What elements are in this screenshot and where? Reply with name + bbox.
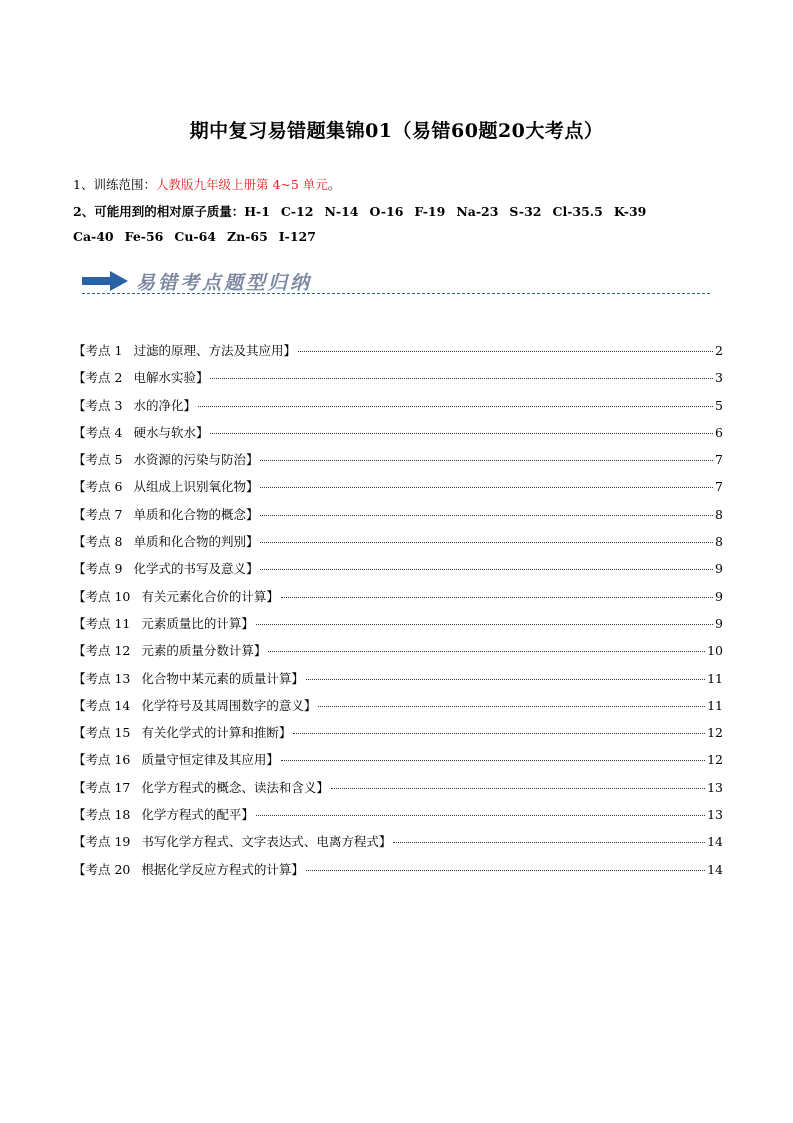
section-banner-title: 易错考点题型归纳	[136, 272, 313, 294]
toc-entry-page: 7	[715, 452, 723, 468]
scope-label: 1、训练范围：	[73, 177, 156, 192]
scope-end: 。	[327, 177, 341, 192]
toc-entry[interactable]	[73, 587, 723, 614]
atomic-mass-item: Zn-65	[227, 229, 268, 244]
toc-entry[interactable]	[73, 778, 723, 805]
toc-entry-title: 硬水与软水】	[133, 424, 209, 440]
toc-entry-page: 8	[715, 534, 723, 550]
toc-entry-title: 从组成上识别氧化物】	[133, 479, 259, 495]
atomic-mass-item: Ca-40	[73, 229, 114, 244]
toc-entry[interactable]	[73, 696, 723, 723]
atomic-mass-item: Fe-56	[124, 229, 164, 244]
toc-entry[interactable]	[73, 723, 723, 750]
table-of-contents	[73, 341, 723, 887]
toc-entry-title: 单质和化合物的判别】	[133, 534, 259, 550]
toc-entry-number: 【考点 11	[73, 615, 131, 631]
right-arrow-icon	[82, 271, 128, 291]
toc-entry-number: 【考点 2	[73, 370, 123, 386]
toc-entry-number: 【考点 13	[73, 670, 131, 686]
toc-entry-number: 【考点 14	[73, 697, 131, 713]
toc-entry-title: 书写化学方程式、文字表达式、电离方程式】	[141, 834, 392, 850]
toc-entry-number: 【考点 4	[73, 424, 123, 440]
atomic-mass-item: H-1	[244, 204, 270, 219]
toc-entry-page: 8	[715, 506, 723, 522]
toc-entry-number: 【考点 17	[73, 779, 131, 795]
toc-entry-title: 化学方程式的概念、读法和含义】	[141, 779, 329, 795]
page-title: 期中复习易错题集锦01（易错60题20大考点）	[189, 120, 604, 142]
toc-dot-leader	[260, 515, 713, 516]
toc-entry-number: 【考点 7	[73, 506, 123, 522]
toc-entry-number: 【考点 6	[73, 479, 123, 495]
toc-entry-title: 水的净化】	[133, 397, 196, 413]
toc-entry-number: 【考点 8	[73, 534, 123, 550]
toc-entry-number: 【考点 18	[73, 807, 131, 823]
toc-entry-title: 有关化学式的计算和推断】	[141, 725, 292, 741]
atomic-mass-item: Na-23	[456, 204, 499, 219]
toc-dot-leader	[260, 542, 713, 543]
toc-dot-leader	[210, 378, 713, 379]
toc-entry-page: 6	[715, 424, 723, 440]
toc-entry[interactable]	[73, 505, 723, 532]
toc-entry-title: 水资源的污染与防治】	[133, 452, 259, 468]
toc-dot-leader	[281, 760, 705, 761]
toc-entry-title: 化合物中某元素的质量计算】	[141, 670, 304, 686]
toc-entry-page: 13	[707, 807, 723, 823]
toc-entry-title: 化学方程式的配平】	[141, 807, 254, 823]
atomic-mass-line-2	[73, 229, 327, 244]
toc-entry-page: 14	[707, 834, 723, 850]
toc-entry-title: 根据化学反应方程式的计算】	[141, 861, 304, 877]
training-scope	[73, 175, 340, 193]
toc-entry-page: 2	[715, 343, 723, 358]
toc-entry-page: 7	[715, 479, 723, 495]
atomic-mass-item: K-39	[613, 204, 647, 219]
toc-entry-page: 5	[715, 397, 723, 413]
toc-entry-page: 11	[707, 697, 723, 713]
toc-entry[interactable]	[73, 368, 723, 395]
toc-entry-page: 12	[707, 752, 723, 768]
atomic-mass-line-1	[73, 202, 657, 220]
toc-entry-title: 有关元素化合价的计算】	[141, 588, 279, 604]
toc-entry-title: 元素质量比的计算】	[141, 615, 254, 631]
toc-entry-number: 【考点 9	[73, 561, 123, 577]
toc-dot-leader	[393, 842, 705, 843]
toc-dot-leader	[306, 870, 705, 871]
toc-dot-leader	[298, 351, 713, 352]
toc-dot-leader	[198, 406, 713, 407]
toc-entry-page: 9	[715, 588, 723, 604]
toc-dot-leader	[256, 624, 713, 625]
toc-entry[interactable]	[73, 396, 723, 423]
toc-entry[interactable]	[73, 750, 723, 777]
toc-entry-page: 12	[707, 725, 723, 741]
toc-entry-title: 单质和化合物的概念】	[133, 506, 259, 522]
atomic-mass-item: S-32	[509, 204, 542, 219]
toc-entry-title: 质量守恒定律及其应用】	[141, 752, 279, 768]
toc-entry-title: 过滤的原理、方法及其应用】	[133, 343, 296, 358]
toc-dot-leader	[268, 651, 705, 652]
toc-dot-leader	[281, 597, 713, 598]
toc-dot-leader	[256, 815, 705, 816]
toc-entry-title: 元素的质量分数计算】	[141, 643, 267, 659]
toc-dot-leader	[210, 433, 713, 434]
toc-entry-page: 13	[707, 779, 723, 795]
toc-entry[interactable]	[73, 805, 723, 832]
toc-entry-number: 【考点 19	[73, 834, 131, 850]
toc-entry-title: 化学式的书写及意义】	[133, 561, 259, 577]
toc-entry-number: 【考点 10	[73, 588, 131, 604]
toc-entry-page: 10	[707, 643, 723, 659]
toc-dot-leader	[260, 487, 713, 488]
toc-entry-number: 【考点 20	[73, 861, 131, 877]
toc-entry-number: 【考点 16	[73, 752, 131, 768]
toc-entry-number: 【考点 3	[73, 397, 123, 413]
toc-entry[interactable]	[73, 860, 723, 887]
section-banner	[82, 268, 710, 298]
toc-entry-page: 9	[715, 615, 723, 631]
toc-entry[interactable]	[73, 669, 723, 696]
toc-entry-page: 11	[707, 670, 723, 686]
toc-entry[interactable]	[73, 341, 723, 368]
toc-entry-number: 【考点 12	[73, 643, 131, 659]
toc-dot-leader	[331, 788, 705, 789]
toc-entry[interactable]	[73, 450, 723, 477]
toc-dot-leader	[306, 679, 705, 680]
toc-entry-page: 14	[707, 861, 723, 877]
toc-entry-page: 3	[715, 370, 723, 386]
toc-dot-leader	[260, 460, 713, 461]
atomic-mass-item: C-12	[280, 204, 314, 219]
toc-dot-leader	[293, 733, 705, 734]
scope-value: 人教版九年级上册第 4~5 单元	[155, 177, 328, 192]
atomic-mass-item: Cl-35.5	[552, 204, 603, 219]
toc-entry[interactable]	[73, 641, 723, 668]
toc-entry-number: 【考点 1	[73, 343, 123, 358]
atomic-mass-item: I-127	[278, 229, 316, 244]
toc-entry[interactable]	[73, 832, 723, 859]
toc-entry[interactable]	[73, 614, 723, 641]
toc-dot-leader	[260, 569, 713, 570]
toc-entry-number: 【考点 15	[73, 725, 131, 741]
toc-entry[interactable]	[73, 477, 723, 504]
toc-dot-leader	[318, 706, 705, 707]
toc-entry[interactable]	[73, 559, 723, 586]
atomic-mass-item: O-16	[369, 204, 404, 219]
atomic-mass-item: Cu-64	[174, 229, 216, 244]
banner-divider	[82, 293, 710, 294]
toc-entry[interactable]	[73, 423, 723, 450]
toc-entry-title: 电解水实验】	[133, 370, 209, 386]
atomic-mass-item: N-14	[324, 204, 359, 219]
toc-entry-number: 【考点 5	[73, 452, 123, 468]
toc-entry[interactable]	[73, 532, 723, 559]
atomic-mass-label: 2、可能用到的相对原子质量：	[73, 204, 245, 219]
atomic-mass-item: F-19	[414, 204, 446, 219]
toc-entry-title: 化学符号及其周围数字的意义】	[141, 697, 317, 713]
toc-entry-page: 9	[715, 561, 723, 577]
